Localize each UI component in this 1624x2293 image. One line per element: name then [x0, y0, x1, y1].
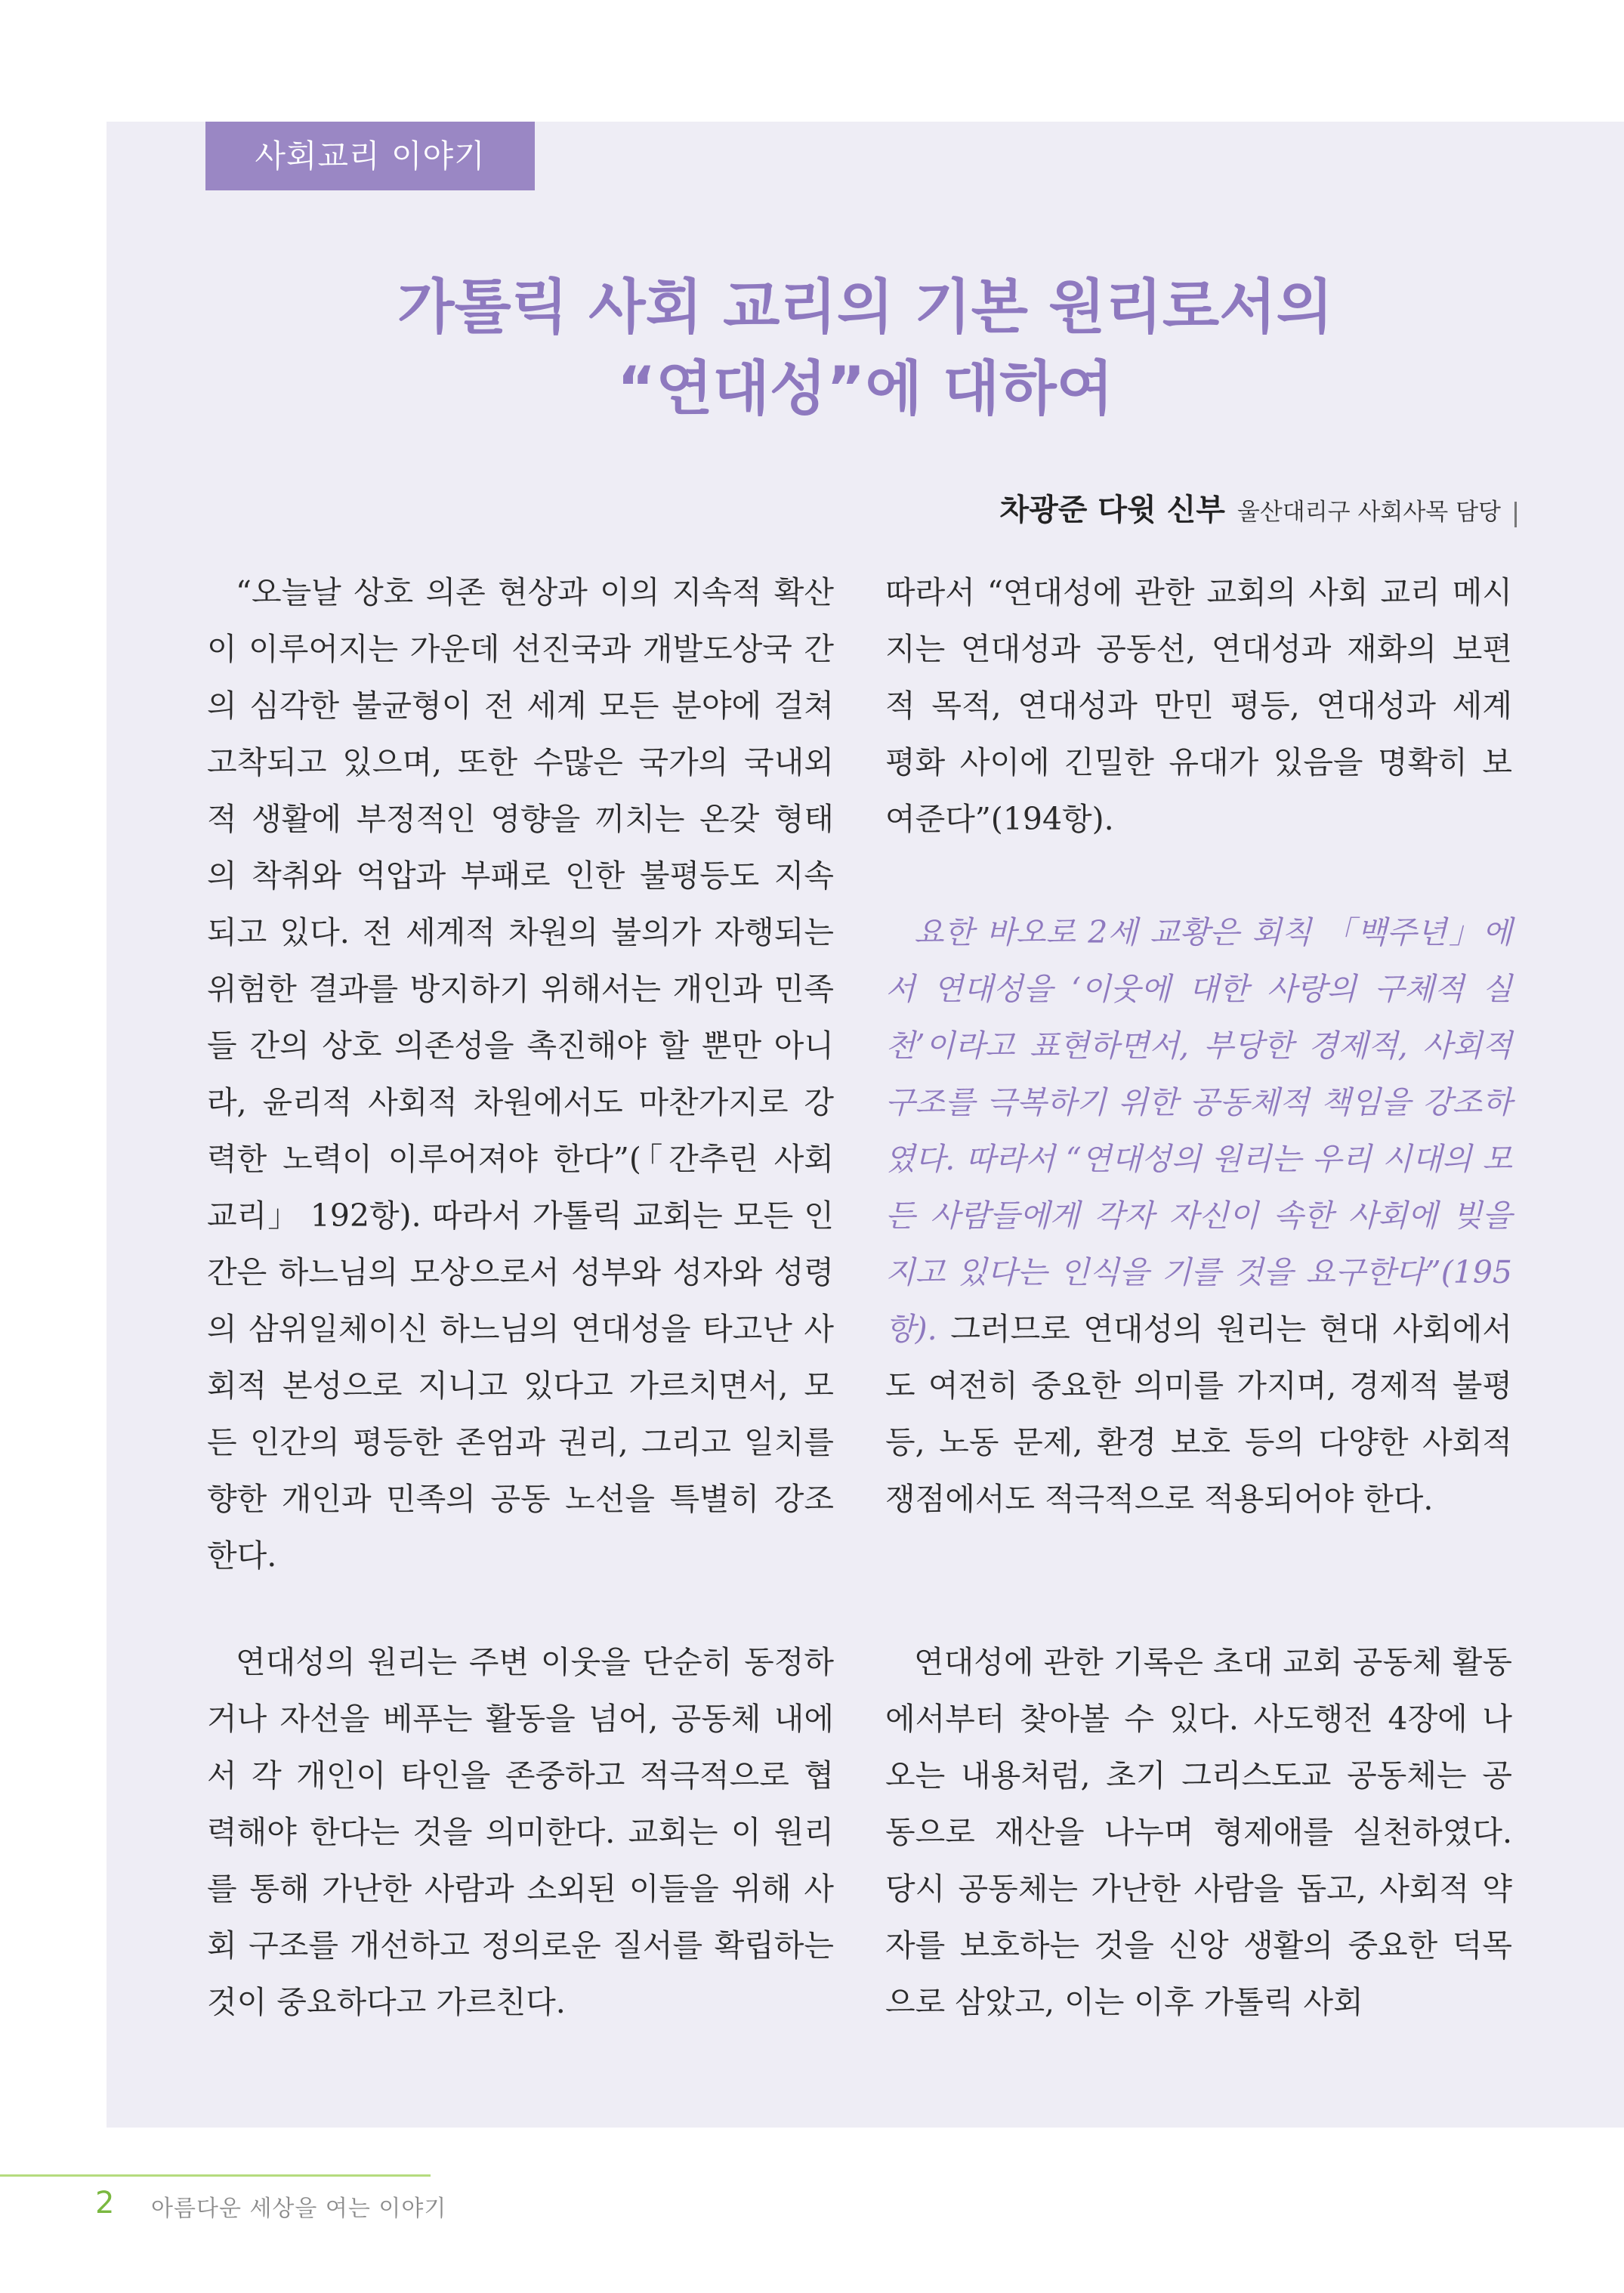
left-column-top [207, 564, 834, 1584]
body-paragraph: 따라서 “연대성에 관한 교회의 사회 교리 메시지는 연대성과 공동선, 연대성과 재화의 보편적 목적, 연대성과 만민 평등, 연대성과 세계 평화 사이에 긴밀한 유대가 있음을 명확히 보여준다”(194항). [885, 574, 1512, 837]
body-paragraph: “오늘날 상호 의존 현상과 이의 지속적 확산이 이루어지는 가운데 선진국과 개발도상국 간의 심각한 불균형이 전 세계 모든 분야에 걸쳐 고착되고 있으며, 또한 수많은 국가의 국내외적 생활에 부정적인 영향을 끼치는 온갖 형태의 착취와 억압과 부패로 인한 불평등도 지속되고 있다. 전 세계적 차원의 불의가 자행되는 위험한 결과를 방지하기 위해서는 개인과 민족들 간의 상호 의존성을 촉진해야 할 뿐만 아니라, 윤리적 사회적 차원에서도 마찬가지로 강력한 노력이 이루어져야 한다”(「간추린 사회 교리」 192항). 따라서 가톨릭 교회는 모든 인간은 하느님의 모상으로서 성부와 성자와 성령의 삼위일체이신 하느님의 연대성을 타고난 사회적 본성으로 지니고 있다고 가르치면서, 모든 인간의 평등한 존엄과 권리, 그리고 일치를 향한 개인과 민족의 공동 노선을 특별히 강조한다. [207, 574, 834, 1574]
emphasis-text: 요한 바오로 2세 교황은 회칙 「백주년」에서 연대성을 ‘이웃에 대한 사랑의 구체적 실천’이라고 표현하면서, 부당한 경제적, 사회적 구조를 극복하기 위한 공동체적 책임을 강조하였다. 따라서 “연대성의 원리는 우리 시대의 모든 사람들에게 각자 자신이 속한 사회에 빚을 지고 있다는 인식을 기를 것을 요구한다”(195항). [885, 914, 1512, 1347]
section-tag: 사회교리 이야기 [205, 122, 535, 190]
article-title-line1: 가톨릭 사회 교리의 기본 원리로서의 [397, 273, 1333, 341]
author-name: 차광준 다윗 신부 [999, 493, 1225, 527]
footer-rule [0, 2174, 431, 2177]
magazine-name: 아름다운 세상을 여는 이야기 [151, 2196, 447, 2222]
body-paragraph: 연대성에 관한 기록은 초대 교회 공동체 활동에서부터 찾아볼 수 있다. 사도행전 4장에 나오는 내용처럼, 초기 그리스도교 공동체는 공동으로 재산을 나누며 형제애를 실천하였다. 당시 공동체는 가난한 사람을 돕고, 사회적 약자를 보호하는 것을 신앙 생활의 중요한 덕목으로 삼았고, 이는 이후 가톨릭 사회 [885, 1644, 1512, 2020]
page-number: 2 [95, 2186, 115, 2220]
left-column-bottom [207, 1634, 834, 2031]
right-column-bottom [885, 1634, 1512, 2031]
article-title-line2: “연대성”에 대하여 [616, 355, 1114, 423]
body-paragraph: 연대성의 원리는 주변 이웃을 단순히 동정하거나 자선을 베푸는 활동을 넘어, 공동체 내에서 각 개인이 타인을 존중하고 적극적으로 협력해야 한다는 것을 의미한다. 교회는 이 원리를 통해 가난한 사람과 소외된 이들을 위해 사회 구조를 개선하고 정의로운 질서를 확립하는 것이 중요하다고 가르친다. [207, 1644, 834, 2020]
right-column-top [885, 564, 1512, 1528]
author-role: 울산대리구 사회사목 담당 [1237, 499, 1501, 526]
byline-divider [1514, 502, 1517, 527]
body-paragraph-emphasis [885, 904, 1512, 1528]
byline [1000, 487, 1517, 533]
body-text: 그러므로 연대성의 원리는 현대 사회에서도 여전히 중요한 의미를 가지며, 경제적 불평등, 노동 문제, 환경 보호 등의 다양한 사회적 쟁점에서도 적극적으로 적용되어야 한다. [885, 1311, 1512, 1517]
